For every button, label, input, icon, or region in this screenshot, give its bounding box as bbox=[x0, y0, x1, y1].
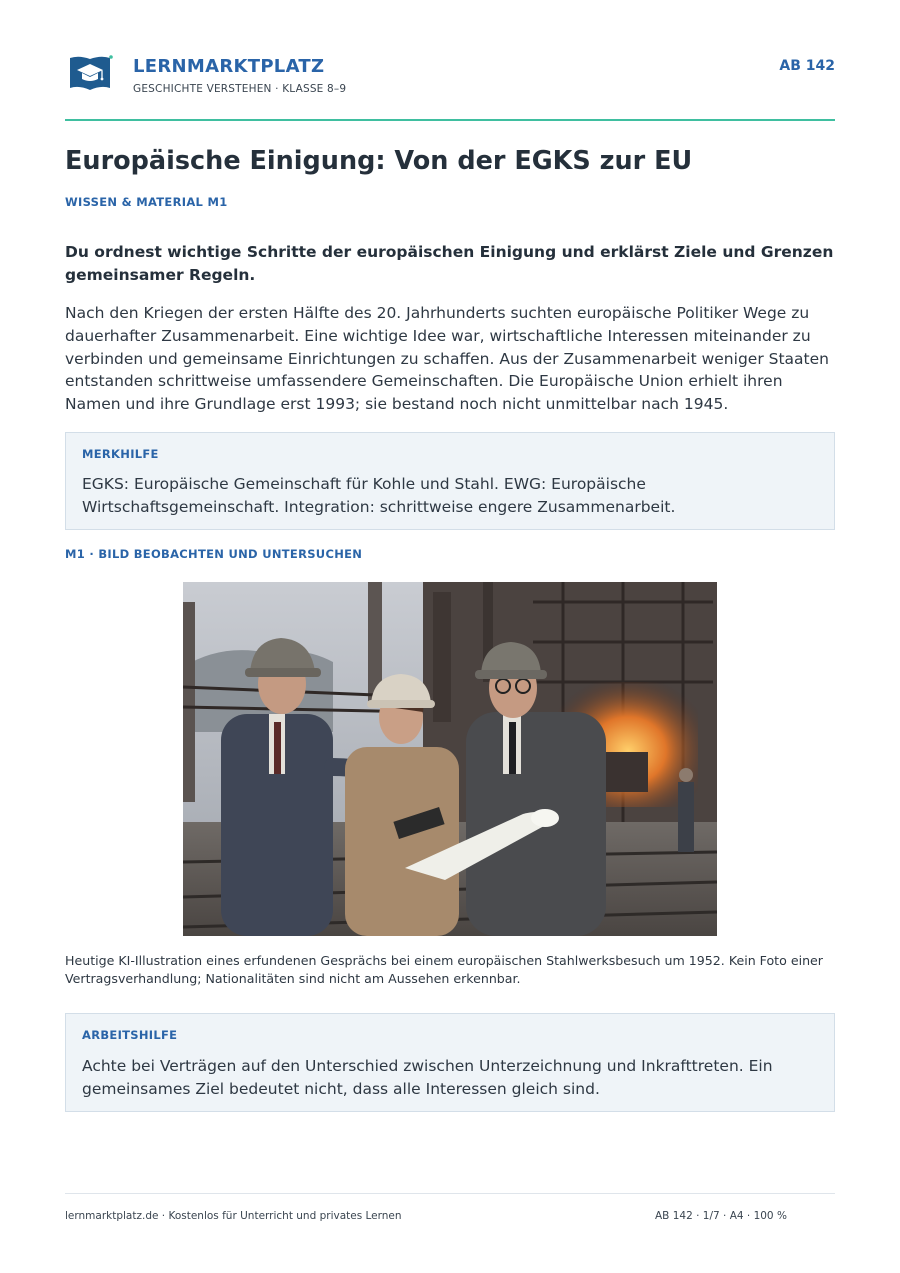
intro-text: Nach den Kriegen der ersten Hälfte des 20. Jahrhunderts suchten europäische Politiker Wege zu dauerhafter Zusammenarbeit. Eine wichtige Idee war, wirtschaftliche Interessen miteinander zu verbinden und gemeinsame Einrichtungen zu schaffen. Aus der Zusammenarbeit weniger Staaten entstanden schrittweise umfassendere Gemeinschaften. Die Europäische Union erhielt ihren Namen und ihre Grundlage erst 1993; sie bestand noch nicht unmittelbar nach 1945. bbox=[65, 304, 829, 414]
sheet-number: AB 142 bbox=[779, 58, 835, 74]
brand-name: LERNMARKTPLATZ bbox=[133, 56, 325, 77]
merkhilfe-box bbox=[65, 432, 835, 530]
merkhilfe-text: EGKS: Europäische Gemeinschaft für Kohle und Stahl. EWG: Europäische Wirtschaftsgemeinschaft. Integration: schrittweise engere Zusammenarbeit. bbox=[82, 475, 676, 516]
page-header bbox=[65, 52, 835, 112]
section-tag: WISSEN & MATERIAL M1 bbox=[65, 195, 228, 209]
steelworks-illustration bbox=[183, 582, 717, 936]
arbeitshilfe-label: ARBEITSHILFE bbox=[82, 1028, 178, 1042]
page-title: Europäische Einigung: Von der EGKS zur EU bbox=[65, 146, 693, 176]
arbeitshilfe-box bbox=[65, 1013, 835, 1112]
arbeitshilfe-text: Achte bei Verträgen auf den Unterschied zwischen Unterzeichnung und Inkrafttreten. Ein gemeinsames Ziel bedeutet nicht, dass alle Interessen gleich sind. bbox=[82, 1057, 773, 1098]
footer-site-info: lernmarktplatz.de · Kostenlos für Unterricht und privates Lernen bbox=[65, 1210, 402, 1222]
brand-subtitle: GESCHICHTE VERSTEHEN · KLASSE 8–9 bbox=[133, 83, 347, 95]
figure-caption: Heutige KI-Illustration eines erfundenen Gesprächs bei einem europäischen Stahlwerksbesuch um 1952. Kein Foto einer Vertragsverhandlung; Nationalitäten sind nicht am Aussehen erkennbar. bbox=[65, 953, 823, 986]
m1-label: M1 · BILD BEOBACHTEN UND UNTERSUCHEN bbox=[65, 547, 363, 561]
footer-page-info: AB 142 · 1/7 · A4 · 100 % bbox=[655, 1210, 787, 1222]
merkhilfe-label: MERKHILFE bbox=[82, 447, 159, 461]
graduation-cap-book-icon bbox=[67, 54, 113, 94]
header-divider bbox=[65, 119, 835, 121]
steelworks-image bbox=[183, 582, 717, 936]
learning-goal: Du ordnest wichtige Schritte der europäischen Einigung und erklärst Ziele und Grenzen gemeinsamer Regeln. bbox=[65, 243, 834, 284]
footer-divider bbox=[65, 1193, 835, 1194]
